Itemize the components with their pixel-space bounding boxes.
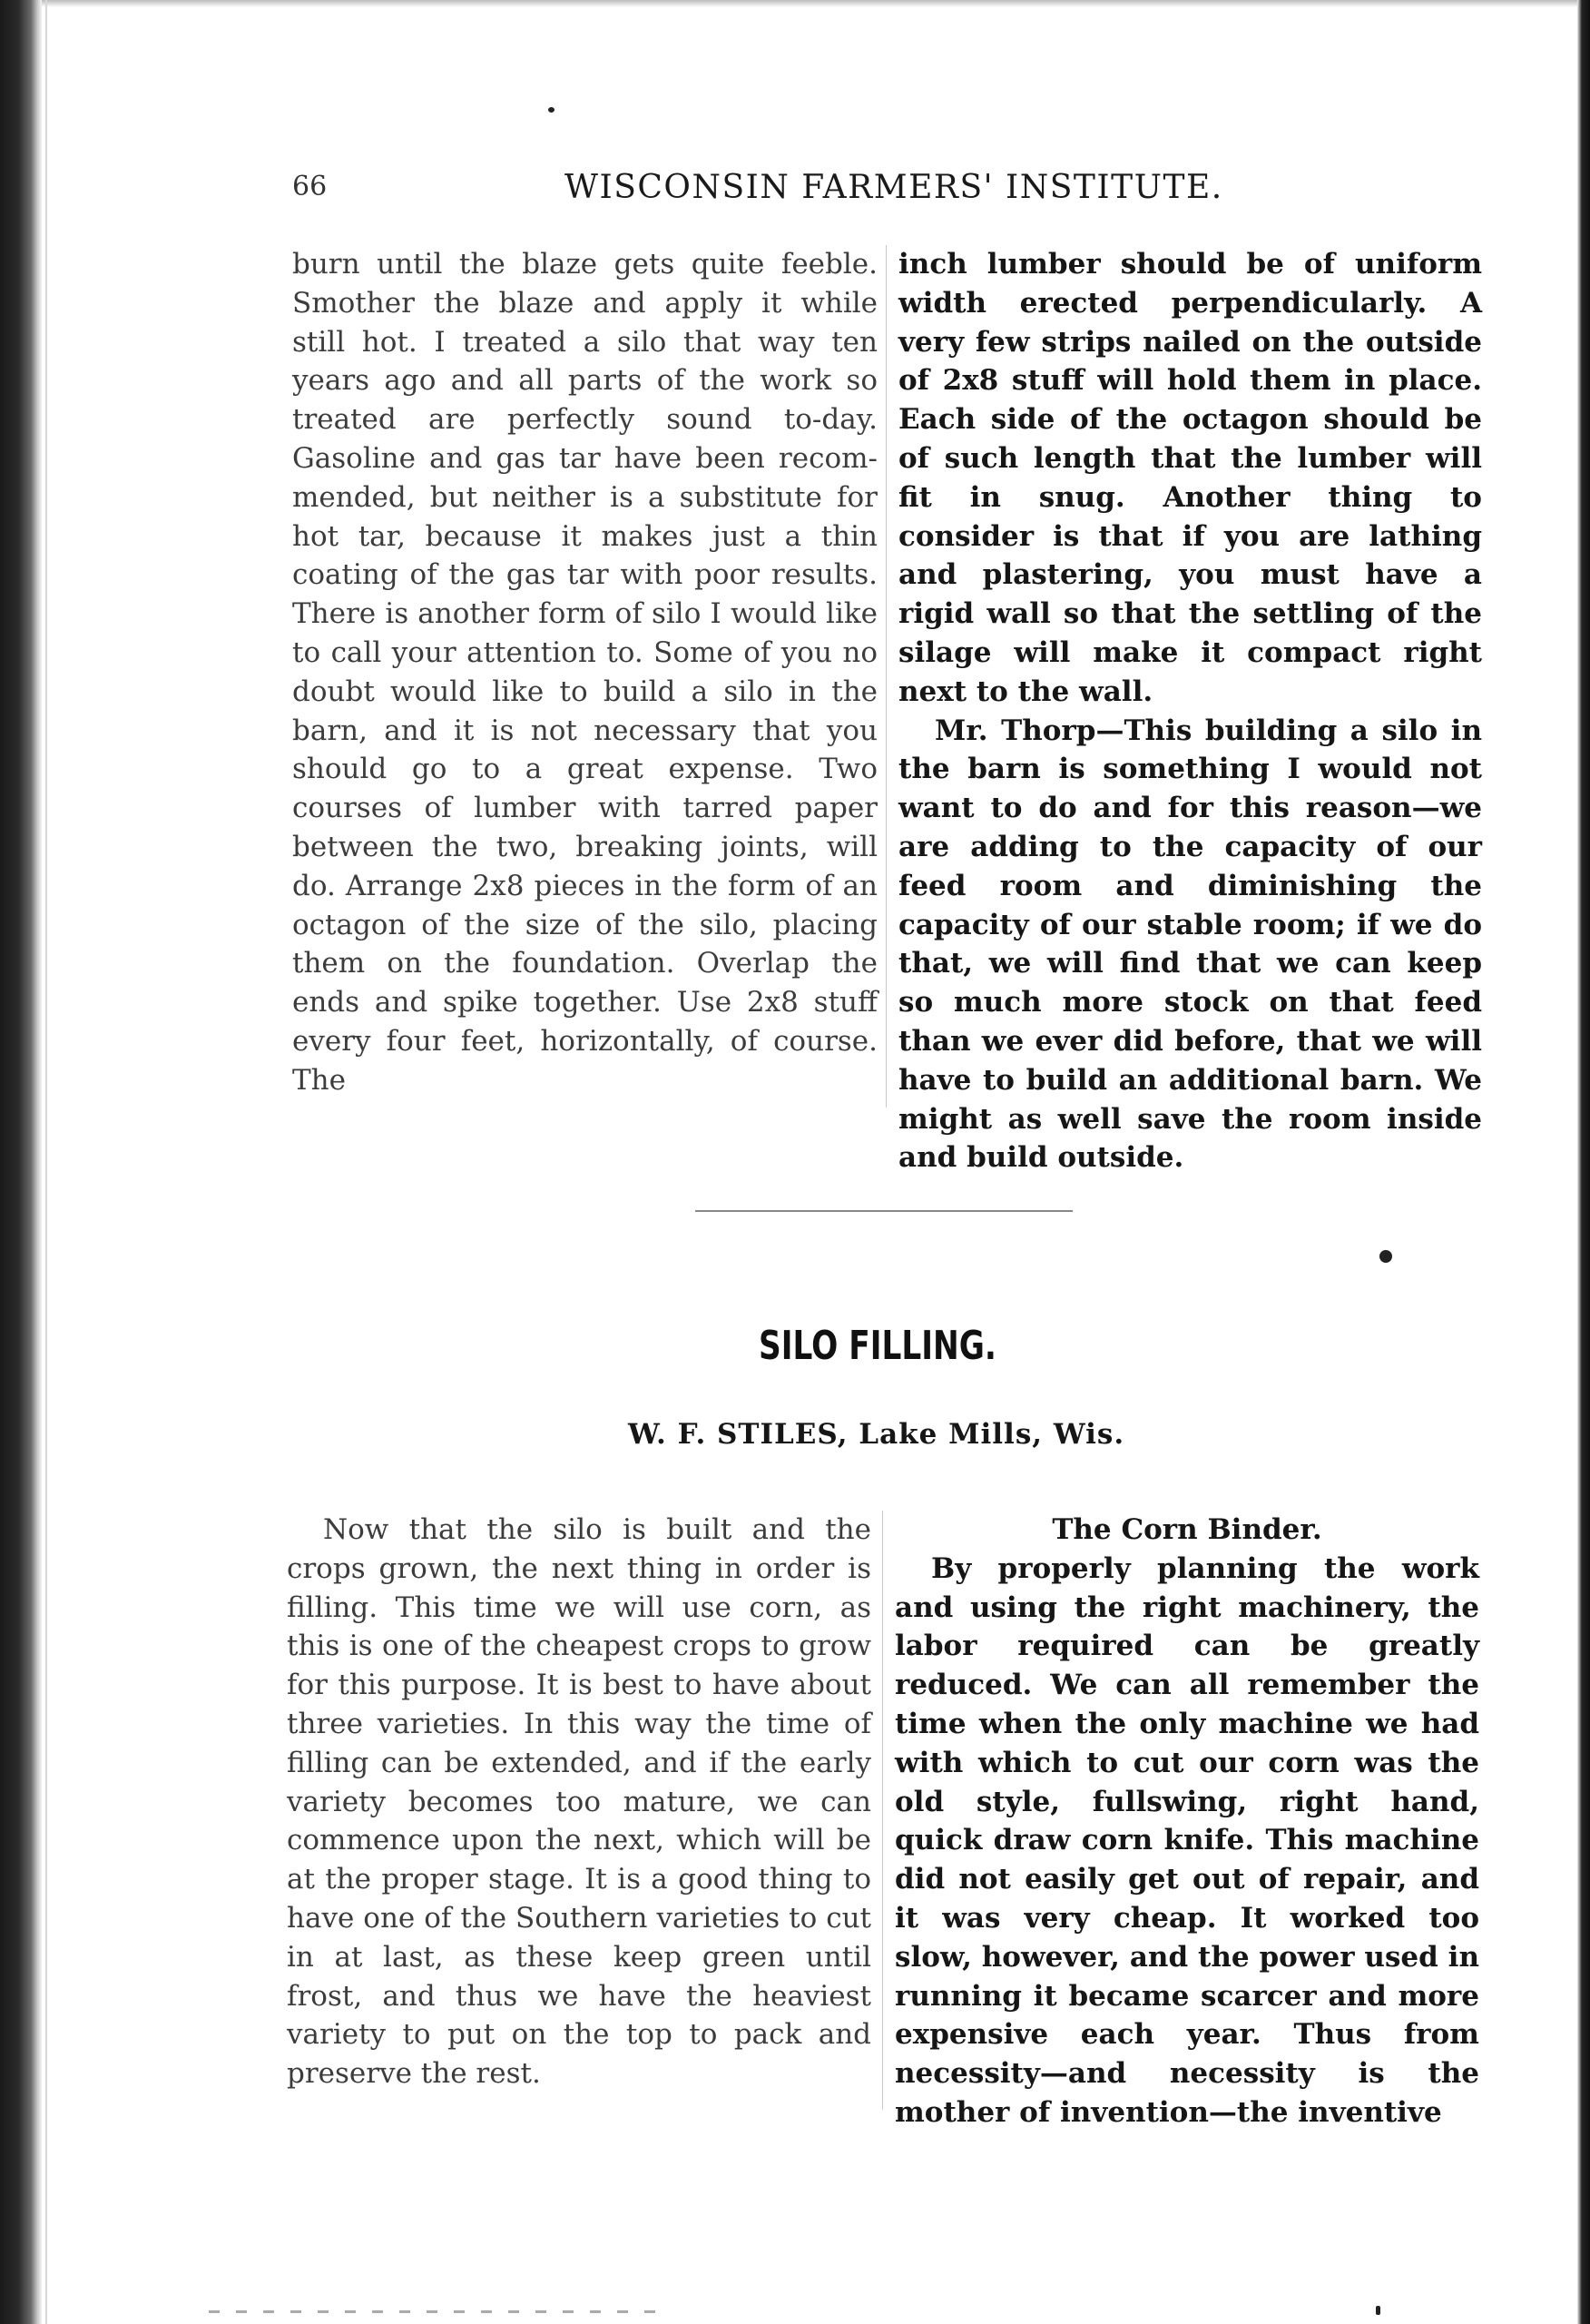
book-binding-edge: [0, 0, 42, 2324]
paragraph: inch lumber should be of uniform width erected perpendicularly. A very few strips nailed on the outside of 2x8 stuff will hold them in place. Each side of the octagon should be of such length that the lumber will fit in snug. Another thing to consider is that if you are lathing and plastering, you must have a rigid wall so that the settling of the silage will make it compact right next to the wall.: [898, 248, 1482, 708]
ink-speck: [1376, 2306, 1380, 2315]
binding-shadow-line: [45, 0, 47, 2324]
column-divider: [882, 1511, 883, 2110]
column-divider: [886, 245, 887, 1108]
top-left-column: [292, 245, 878, 1100]
scan-noise: [209, 2310, 662, 2313]
top-right-column: [898, 245, 1482, 1177]
page-number: 66: [292, 171, 328, 202]
paragraph: By properly planning the work and using the right machinery, the labor required can be greatly reduced. We can all remember the time when the only machine we had with which to cut our corn was the old style, fullswing, right hand, quick draw corn knife. This machine did not easily get out of repair, and it was very cheap. It worked too slow, however, and the power used in running it became scarcer and more expensive each year. Thus from necessity—and necessity is the mother of invention—the inventive: [895, 1551, 1479, 2129]
article-right-column: [895, 1511, 1479, 2132]
section-rule: [695, 1210, 1073, 1212]
article-byline: W. F. STILES, Lake Mills, Wis.: [628, 1418, 1125, 1451]
article-left-column: [287, 1511, 871, 2093]
page-right-edge: [1577, 0, 1590, 2324]
paragraph: burn until the blaze gets quite feeble. Smother the blaze and apply it while still hot. I treated a silo that way ten years ago and all parts of the work so treated are perfectly sound to-day. Gasoline and gas tar have been recommended, but neither is a substitute for hot tar, because it makes just a thin coating of the gas tar with poor results. There is another form of silo I would like to call your attention to. Some of you no doubt would like to build a silo in the barn, and it is not necessary that you should go to a great expense. Two courses of lumber with tarred paper between the two, breaking joints, will do. Arrange 2x8 pieces in the form of an octagon of the size of the silo, placing them on the foundation. Overlap the ends and spike together. Use 2x8 stuff every four feet, horizontally, of course. The: [292, 248, 878, 1097]
paragraph: Now that the silo is built and the crops grown, the next thing in order is filling. This time we will use corn, as this is one of the cheapest crops to grow for this purpose. It is best to have about three varieties. In this way the time of filling can be extended, and if the early variety becomes too mature, we can commence upon the next, which will be at the proper stage. It is a good thing to have one of the Southern varieties to cut in at last, as these keep green until frost, and thus we have the heaviest variety to put on the top to pack and preserve the rest.: [287, 1513, 871, 2091]
subheading: The Corn Binder.: [1052, 1513, 1322, 1546]
paragraph: Mr. Thorp—This building a silo in the barn is something I would not want to do and for this reason—we are adding to the capacity of our feed room and diminishing the capacity of our stable room; if we do that, we will find that we can keep so much more stock on that feed than we ever did before, that we will have to build an additional barn. We might as well save the room inside and build outside.: [898, 714, 1482, 1175]
ink-speck: [1379, 1250, 1392, 1263]
ink-speck: [548, 107, 555, 113]
article-title: SILO FILLING.: [759, 1323, 996, 1369]
page-top-edge: [0, 0, 1590, 7]
running-title: WISCONSIN FARMERS' INSTITUTE.: [564, 169, 1223, 206]
